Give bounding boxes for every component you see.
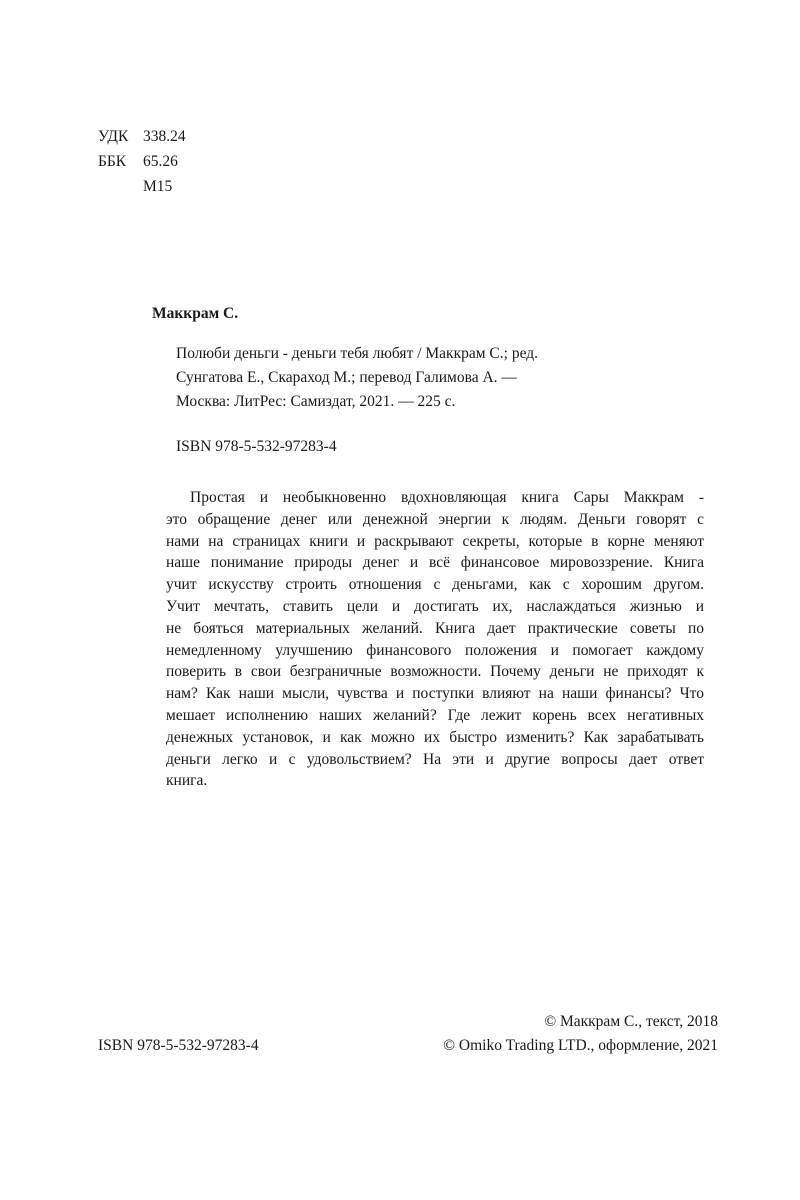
annotation-line: деньги легко и с удовольствием? На эти и другие вопросы дает ответ (166, 750, 704, 768)
author-mark-row (98, 174, 186, 199)
isbn-bottom: ISBN 978-5-532-97283-4 (98, 1037, 259, 1054)
udk-value: 338.24 (143, 128, 186, 145)
annotation-line: это обращение денег или денежной энергии к людям. Деньги говорят с (166, 510, 704, 528)
biblio-line: Полюби деньги - деньги тебя любят / Маккрам С.; ред. (176, 345, 539, 362)
annotation-line: наше понимание природы денег и всё финансовое мировоззрение. Книга (166, 554, 704, 572)
author-mark: М15 (143, 178, 173, 195)
annotation-line: немедленному улучшению финансового положения и помогает каждому (166, 641, 704, 659)
annotation-line: Учит мечтать, ставить цели и достигать их, наслаждаться жизнью и (166, 597, 704, 615)
biblio-line: Сунгатова Е., Скараход М.; перевод Галимова А. — (176, 369, 517, 386)
bbk-label: ББК (98, 153, 127, 170)
bbk-row (98, 149, 186, 174)
annotation-line: учит искусству строить отношения с деньгами, как с хорошим другом. (166, 576, 704, 594)
isbn-record: ISBN 978-5-532-97283-4 (176, 438, 337, 455)
bbk-value: 65.26 (143, 153, 178, 170)
copyright-text: © Маккрам С., текст, 2018 (544, 1013, 718, 1030)
annotation-line: денежных установок, и как можно их быстро изменить? Как зарабатывать (166, 728, 704, 746)
annotation (166, 487, 704, 792)
copyright-design: © Omiko Trading LTD., оформление, 2021 (443, 1037, 718, 1054)
author-heading: Маккрам С. (152, 305, 239, 322)
annotation-line: книга. (166, 772, 208, 790)
biblio-line: Москва: ЛитРес: Самиздат, 2021. — 225 с. (176, 393, 456, 410)
classification-block (98, 124, 186, 199)
annotation-line: нами на страницах книги и раскрывают секреты, которые в корне меняют (166, 532, 704, 550)
udk-row (98, 124, 186, 149)
copyright-block (443, 1010, 718, 1058)
annotation-line: поверить в свои безграничные возможности. Почему деньги не приходят к (166, 663, 704, 681)
udk-label: УДК (98, 128, 129, 145)
bibliographic-record (176, 342, 621, 414)
annotation-line: нам? Как наши мысли, чувства и поступки влияют на наши финансы? Что (166, 685, 704, 703)
annotation-line: Простая и необыкновенно вдохновляющая книга Сары Маккрам - (190, 489, 704, 506)
annotation-line: не бояться материальных желаний. Книга дает практические советы по (166, 619, 704, 637)
annotation-line: мешает исполнению наших желаний? Где лежит корень всех негативных (166, 706, 704, 724)
